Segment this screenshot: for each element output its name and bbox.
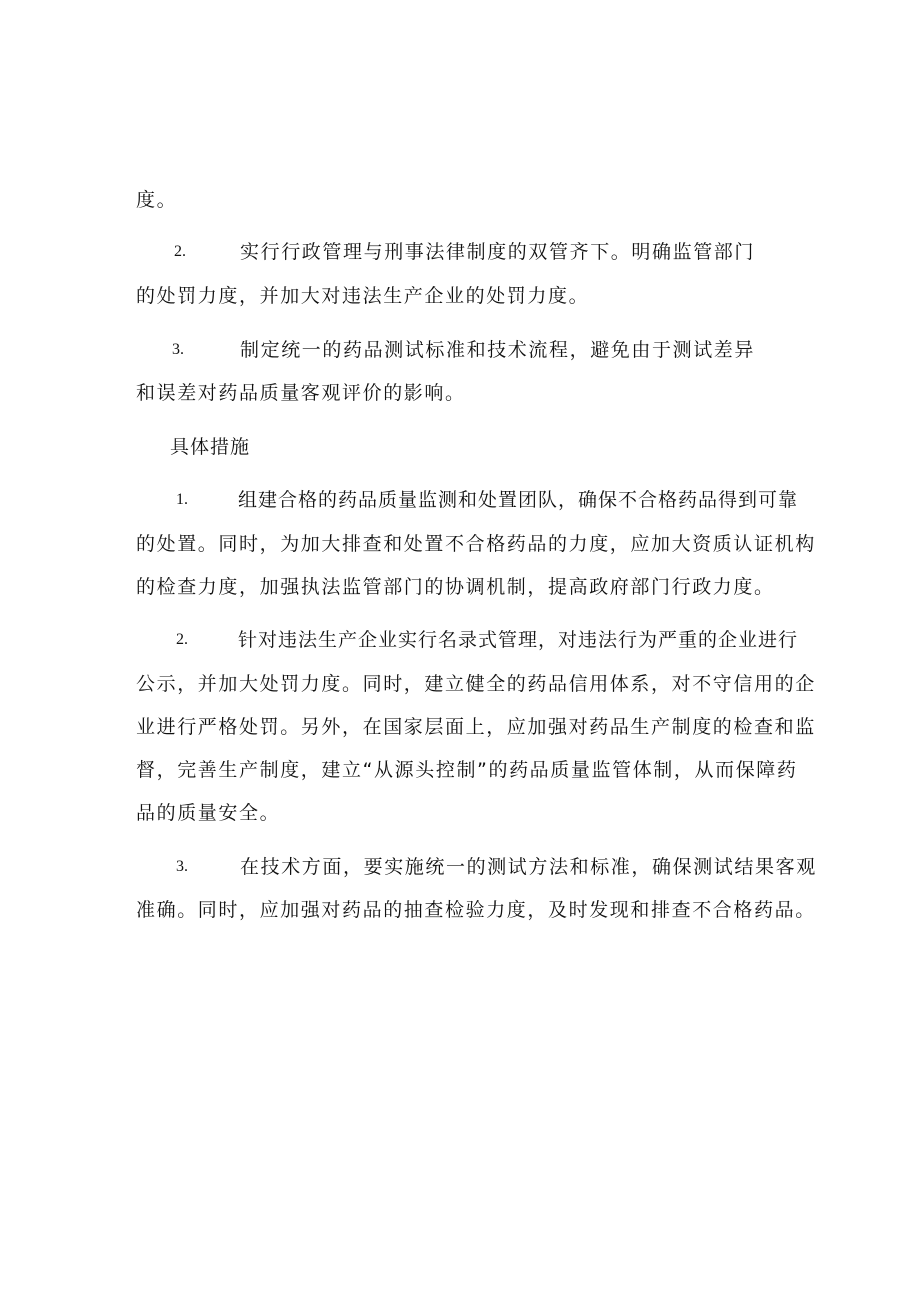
list-b-item-3-line2: 准确。同时，应加强对药品的抽查检验力度，及时发现和排查不合格药品。 bbox=[136, 899, 816, 921]
list-b-item-2-line1: 针对违法生产企业实行名录式管理，对违法行为严重的企业进行 bbox=[238, 629, 799, 651]
list-a-item-3-line1: 制定统一的药品测试标准和技术流程，避免由于测试差异 bbox=[240, 339, 756, 361]
list-a-item-3-number: 3. bbox=[172, 341, 184, 358]
list-a-item-2-line1: 实行行政管理与刑事法律制度的双管齐下。明确监管部门 bbox=[240, 241, 756, 263]
list-a-item-2-line2: 的处罚力度，并加大对违法生产企业的处罚力度。 bbox=[136, 285, 590, 307]
list-a-item-3-line2: 和误差对药品质量客观评价的影响。 bbox=[136, 382, 466, 404]
list-b-item-1-line3: 的检查力度，加强执法监管部门的协调机制，提高政府部门行政力度。 bbox=[136, 576, 775, 598]
list-a-item-2-number: 2. bbox=[174, 243, 186, 260]
list-b-item-2-line4: 督，完善生产制度，建立“从源头控制”的药品质量监管体制，从而保障药 bbox=[136, 759, 798, 781]
continuation-text: 度。 bbox=[136, 189, 178, 211]
list-b-item-3-line1: 在技术方面，要实施统一的测试方法和标准，确保测试结果客观 bbox=[240, 856, 817, 878]
list-b-item-2-line2: 公示，并加大处罚力度。同时，建立健全的药品信用体系，对不守信用的企 bbox=[136, 673, 816, 695]
list-b-item-1-line1: 组建合格的药品质量监测和处置团队，确保不合格药品得到可靠 bbox=[238, 489, 799, 511]
list-b-item-1-line2: 的处置。同时，为加大排查和处置不合格药品的力度，应加大资质认证机构 bbox=[136, 533, 816, 555]
list-b-item-1-number: 1. bbox=[176, 491, 188, 508]
list-b-item-3-number: 3. bbox=[176, 858, 188, 875]
list-b-item-2-number: 2. bbox=[176, 631, 188, 648]
list-b-item-2-line3: 业进行严格处罚。另外，在国家层面上，应加强对药品生产制度的检查和监 bbox=[136, 716, 816, 738]
list-b-item-2-line5: 品的质量安全。 bbox=[136, 802, 281, 824]
section-heading: 具体措施 bbox=[170, 436, 251, 458]
